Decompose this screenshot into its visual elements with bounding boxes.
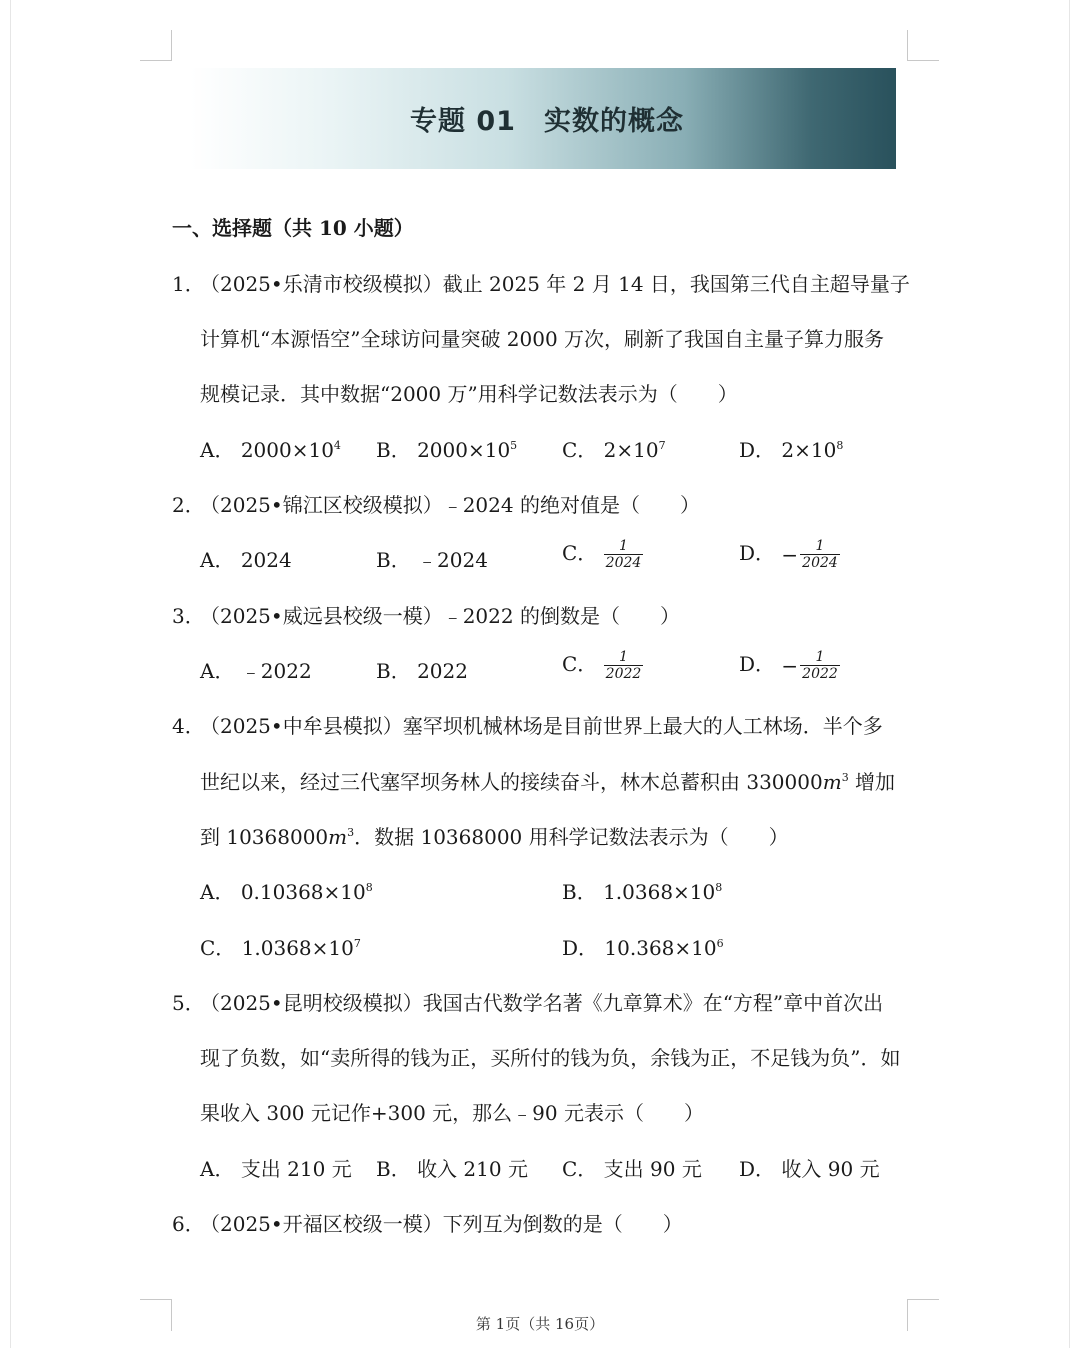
option-value: 1.0368×10 xyxy=(241,936,354,960)
page-edge-left xyxy=(10,0,11,1348)
question-text: （2025•威远县校级一模）﹣2022 的倒数是（ ） xyxy=(200,604,680,628)
option-value: 收入 210 元 xyxy=(417,1157,528,1181)
option-value: 2000×10 xyxy=(240,438,334,462)
option-a[interactable] xyxy=(200,878,373,906)
option-value: 2000×10 xyxy=(417,438,511,462)
option-exponent: 8 xyxy=(836,439,844,452)
question-6 xyxy=(172,1210,683,1238)
option-label: D． xyxy=(739,652,776,676)
question-text: （2025•中牟县模拟）塞罕坝机械林场是目前世界上最大的人工林场．半个多 xyxy=(200,714,883,738)
option-exponent: 8 xyxy=(715,881,723,894)
option-label: D． xyxy=(739,541,776,565)
option-c[interactable] xyxy=(562,1155,702,1183)
option-d[interactable] xyxy=(739,538,840,571)
question-1 xyxy=(172,270,910,298)
question-number: 1． xyxy=(172,272,205,296)
question-text xyxy=(200,823,789,851)
option-exponent: 7 xyxy=(353,937,361,950)
option-value: ﹣2024 xyxy=(417,548,488,572)
option-value: 收入 90 元 xyxy=(781,1157,880,1181)
question-text: 计算机“本源悟空”全球访问量突破 2000 万次，刷新了我国自主量子算力服务 xyxy=(200,327,885,351)
unit-exponent: 3 xyxy=(841,771,849,784)
option-label: B． xyxy=(562,880,597,904)
fraction-numerator: 1 xyxy=(619,538,628,554)
option-a[interactable] xyxy=(200,1155,352,1183)
text-run: ．数据 10368000 用科学记数法表示为（ ） xyxy=(354,825,789,849)
question-text: 规模记录．其中数据“2000 万”用科学记数法表示为（ ） xyxy=(200,382,738,406)
option-a[interactable] xyxy=(200,657,312,685)
option-label: C． xyxy=(562,541,598,565)
option-label: C． xyxy=(562,1157,598,1181)
option-label: D． xyxy=(739,438,776,462)
option-label: B． xyxy=(376,438,411,462)
option-c[interactable] xyxy=(562,436,666,464)
crop-mark xyxy=(907,30,908,61)
option-value: 支出 90 元 xyxy=(603,1157,702,1181)
page-edge-right xyxy=(1069,0,1070,1348)
option-exponent: 4 xyxy=(333,439,341,452)
option-b[interactable] xyxy=(376,546,488,574)
question-2 xyxy=(172,491,700,519)
option-d[interactable] xyxy=(739,649,840,682)
option-value: 10.368×10 xyxy=(604,936,717,960)
question-4 xyxy=(172,712,883,740)
crop-mark xyxy=(907,1299,939,1300)
question-text: 现了负数，如“卖所得的钱为正，买所付的钱为负，余钱为正，不足钱为负”．如 xyxy=(200,1046,901,1070)
option-label: C． xyxy=(200,936,236,960)
question-5 xyxy=(172,989,883,1017)
option-value: 1.0368×10 xyxy=(603,880,716,904)
option-exponent: 6 xyxy=(716,937,724,950)
option-value: 2×10 xyxy=(781,438,837,462)
section-heading: 一、选择题（共 10 小题） xyxy=(172,216,414,240)
question-number: 3． xyxy=(172,604,205,628)
question-text: （2025•开福区校级一模）下列互为倒数的是（ ） xyxy=(200,1212,683,1236)
fraction xyxy=(604,538,644,571)
question-number: 4． xyxy=(172,714,205,738)
text-run: 世纪以来，经过三代塞罕坝务林人的接续奋斗，林木总蓄积由 330000 xyxy=(200,770,823,794)
question-text: （2025•锦江区校级模拟）﹣2024 的绝对值是（ ） xyxy=(200,493,700,517)
option-label: C． xyxy=(562,652,598,676)
fraction-denominator: 2022 xyxy=(802,666,838,682)
option-a[interactable] xyxy=(200,436,341,464)
option-b[interactable] xyxy=(376,1155,528,1183)
option-label: D． xyxy=(739,1157,776,1181)
option-value: 支出 210 元 xyxy=(240,1157,352,1181)
option-value: 2024 xyxy=(240,548,292,572)
question-text: 果收入 300 元记作+300 元，那么﹣90 元表示（ ） xyxy=(200,1101,704,1125)
option-a[interactable] xyxy=(200,546,292,574)
option-c[interactable] xyxy=(562,649,643,682)
option-label: D． xyxy=(562,936,599,960)
unit-exponent: 3 xyxy=(347,826,355,839)
fraction-numerator: 1 xyxy=(815,649,825,665)
option-label: B． xyxy=(376,1157,411,1181)
crop-mark xyxy=(171,30,172,61)
page-title: 专题 01 实数的概念 xyxy=(410,106,684,137)
option-b[interactable] xyxy=(376,657,468,685)
fraction-denominator: 2022 xyxy=(605,666,642,682)
crop-mark xyxy=(140,1299,172,1300)
option-d[interactable] xyxy=(739,1155,880,1183)
fraction-numerator: 1 xyxy=(815,538,825,554)
title-banner xyxy=(190,68,896,169)
question-3 xyxy=(172,602,680,630)
question-number: 6． xyxy=(172,1212,205,1236)
crop-mark xyxy=(140,60,172,61)
question-text xyxy=(200,768,895,796)
unit-symbol: m xyxy=(822,770,842,794)
fraction xyxy=(604,649,644,682)
option-label: A． xyxy=(200,438,235,462)
crop-mark xyxy=(907,60,939,61)
option-label: A． xyxy=(200,880,235,904)
option-value: 2×10 xyxy=(603,438,659,462)
option-d[interactable] xyxy=(739,436,843,464)
option-label: C． xyxy=(562,438,598,462)
text-run: 增加 xyxy=(848,770,896,794)
minus-sign: − xyxy=(781,542,799,567)
option-exponent: 7 xyxy=(658,439,666,452)
fraction-denominator: 2024 xyxy=(605,555,642,571)
question-number: 5． xyxy=(172,991,205,1015)
question-text: （2025•昆明校级模拟）我国古代数学名著《九章算术》在“方程”章中首次出 xyxy=(200,991,884,1015)
minus-sign: − xyxy=(781,653,799,678)
option-value: ﹣2022 xyxy=(240,659,312,683)
text-run: 到 10368000 xyxy=(200,825,329,849)
option-value: 2022 xyxy=(417,659,468,683)
unit-symbol: m xyxy=(328,825,348,849)
option-value: 0.10368×10 xyxy=(240,880,366,904)
fraction-numerator: 1 xyxy=(619,649,628,665)
fraction xyxy=(800,538,840,571)
option-d[interactable] xyxy=(562,934,724,962)
question-number: 2． xyxy=(172,493,205,517)
option-label: A． xyxy=(200,659,235,683)
fraction-denominator: 2024 xyxy=(802,555,838,571)
option-label: A． xyxy=(200,1157,235,1181)
option-label: B． xyxy=(376,659,411,683)
option-exponent: 8 xyxy=(365,881,373,894)
option-b[interactable] xyxy=(562,878,722,906)
option-c[interactable] xyxy=(562,538,643,571)
option-label: B． xyxy=(376,548,411,572)
fraction xyxy=(800,649,840,682)
option-label: A． xyxy=(200,548,235,572)
page-footer: 第 1页（共 16页） xyxy=(475,1315,605,1333)
option-exponent: 5 xyxy=(510,439,518,452)
question-text: （2025•乐清市校级模拟）截止 2025 年 2 月 14 日，我国第三代自主超导量子 xyxy=(200,272,910,296)
option-c[interactable] xyxy=(200,934,361,962)
option-b[interactable] xyxy=(376,436,517,464)
